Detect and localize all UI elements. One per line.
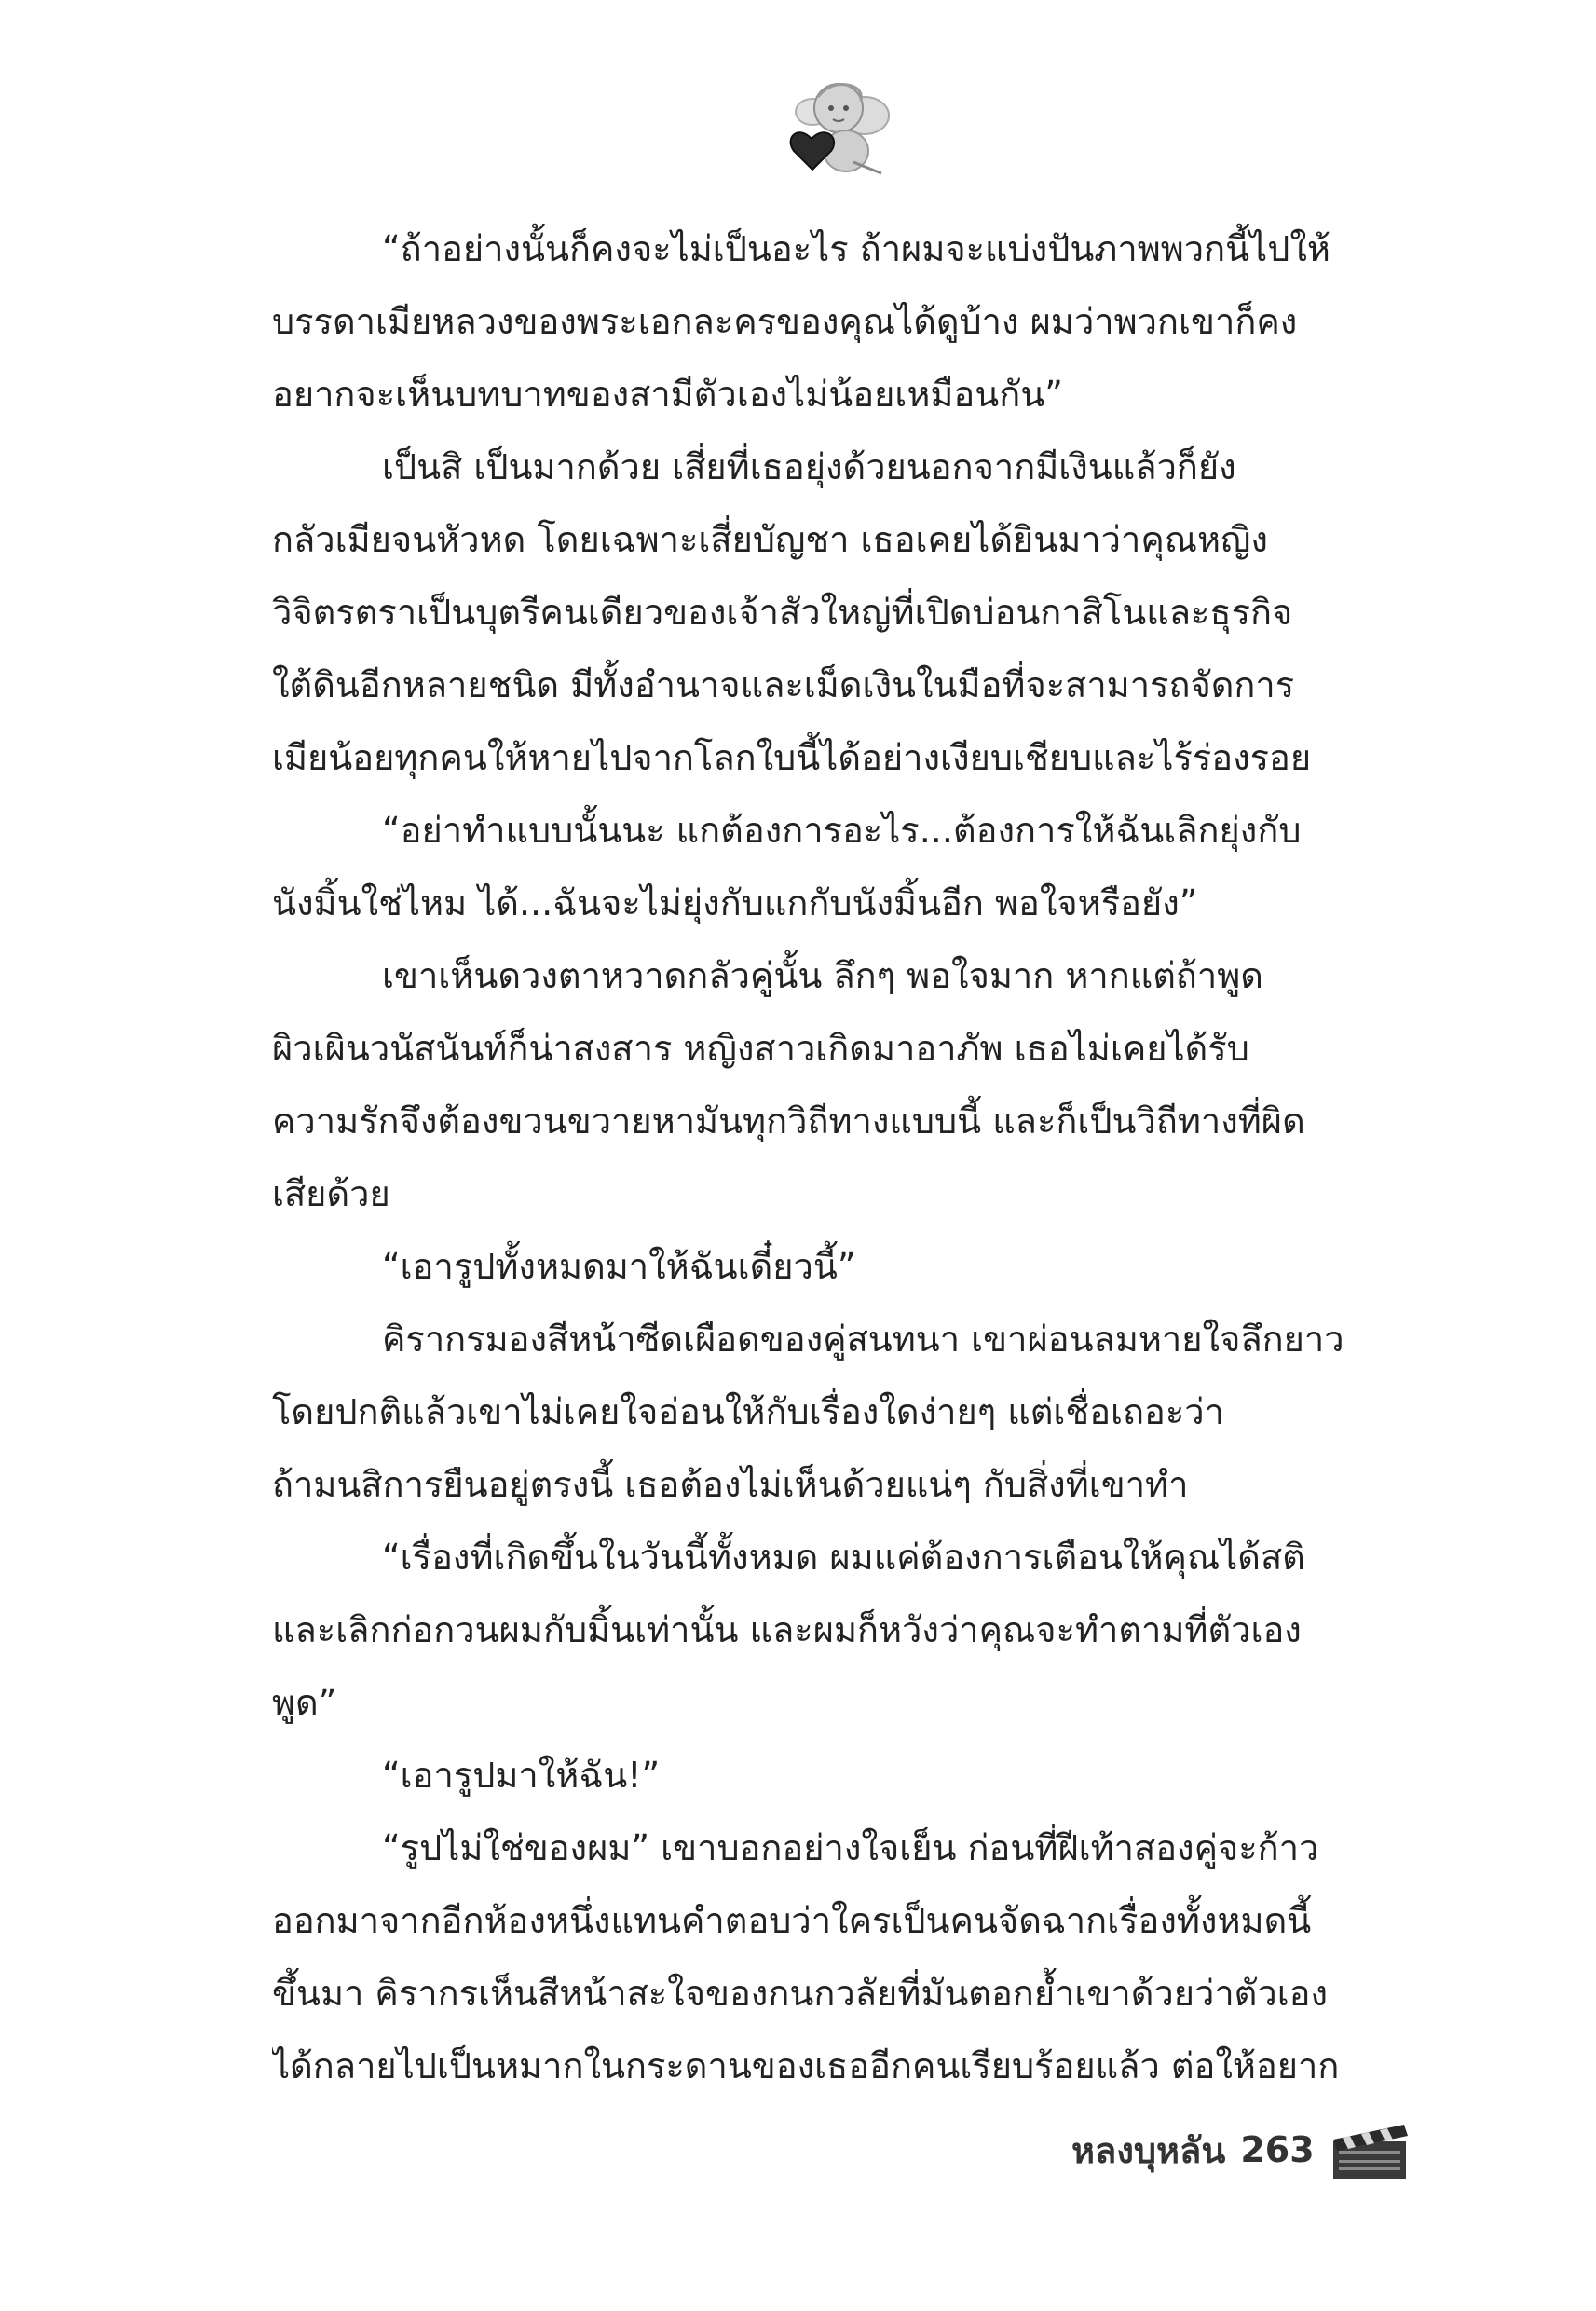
text-line: นังมิ้นใช่ไหม ได้...ฉันจะไม่ยุ่งกับแกกับนังมิ้นอีก พอใจหรือยัง” bbox=[272, 882, 1198, 923]
text-line: “เรื่องที่เกิดขึ้นในวันนี้ทั้งหมด ผมแค่ต้องการเตือนให้คุณได้สติ bbox=[382, 1537, 1305, 1578]
cupid-heart-icon bbox=[784, 73, 894, 181]
text-line: เขาเห็นดวงตาหวาดกลัวคู่นั้น ลึกๆ พอใจมาก หากแต่ถ้าพูด bbox=[382, 955, 1263, 996]
text-line: “ถ้าอย่างนั้นก็คงจะไม่เป็นอะไร ถ้าผมจะแบ่งปันภาพพวกนี้ไปให้ bbox=[382, 228, 1330, 269]
text-line: “รูปไม่ใช่ของผม” เขาบอกอย่างใจเย็น ก่อนที่ฝีเท้าสองคู่จะก้าว bbox=[382, 1827, 1319, 1868]
text-line: ได้กลายไปเป็นหมากในกระดานของเธออีกคนเรียบร้อยแล้ว ต่อให้อยาก bbox=[272, 2045, 1340, 2086]
text-line: วิจิตรตราเป็นบุตรีคนเดียวของเจ้าสัวใหญ่ที่เปิดบ่อนกาสิโนและธุรกิจ bbox=[272, 592, 1293, 633]
text-line: เสียด้วย bbox=[272, 1173, 390, 1214]
text-line: “เอารูปทั้งหมดมาให้ฉันเดี๋ยวนี้” bbox=[382, 1246, 856, 1287]
text-line: และเลิกก่อกวนผมกับมิ้นเท่านั้น และผมก็หวังว่าคุณจะทำตามที่ตัวเอง bbox=[272, 1609, 1302, 1650]
film-clapperboard-icon bbox=[1330, 2119, 1410, 2181]
text-line: เมียน้อยทุกคนให้หายไปจากโลกใบนี้ได้อย่างเงียบเชียบและไร้ร่องรอย bbox=[272, 737, 1312, 778]
text-line: พูด” bbox=[272, 1682, 337, 1723]
text-line: เป็นสิ เป็นมากด้วย เสี่ยที่เธอยุ่งด้วยนอกจากมีเงินแล้วก็ยัง bbox=[382, 446, 1236, 487]
text-line: “อย่าทำแบบนั้นนะ แกต้องการอะไร...ต้องการให้ฉันเลิกยุ่งกับ bbox=[382, 810, 1302, 851]
text-line: ผิวเผินวนัสนันท์ก็น่าสงสาร หญิงสาวเกิดมาอาภัพ เธอไม่เคยได้รับ bbox=[272, 1028, 1249, 1069]
page-number: 263 bbox=[1240, 2129, 1315, 2170]
page-footer bbox=[1071, 2117, 1410, 2182]
text-line: ความรักจึงต้องขวนขวายหามันทุกวิถีทางแบบนี้ และก็เป็นวิถีทางที่ผิด bbox=[272, 1101, 1305, 1142]
text-line: “เอารูปมาให้ฉัน!” bbox=[382, 1755, 661, 1796]
text-line: ออกมาจากอีกห้องหนึ่งแทนคำตอบว่าใครเป็นคนจัดฉากเรื่องทั้งหมดนี้ bbox=[272, 1900, 1312, 1941]
chapter-body-text bbox=[272, 212, 1411, 2102]
text-line: ถ้ามนสิการยืนอยู่ตรงนี้ เธอต้องไม่เห็นด้วยแน่ๆ กับสิ่งที่เขาทำ bbox=[272, 1464, 1189, 1505]
text-line: กลัวเมียจนหัวหด โดยเฉพาะเสี่ยบัญชา เธอเคยได้ยินมาว่าคุณหญิง bbox=[272, 519, 1268, 560]
text-line: ใต้ดินอีกหลายชนิด มีทั้งอำนาจและเม็ดเงินในมือที่จะสามารถจัดการ bbox=[272, 664, 1295, 705]
text-line: โดยปกติแล้วเขาไม่เคยใจอ่อนให้กับเรื่องใดง่ายๆ แต่เชื่อเถอะว่า bbox=[272, 1391, 1224, 1432]
text-line: อยากจะเห็นบทบาทของสามีตัวเองไม่น้อยเหมือนกัน” bbox=[272, 374, 1063, 415]
book-title: หลงบุหลัน bbox=[1071, 2129, 1226, 2171]
text-line: คิรากรมองสีหน้าซีดเผือดของคู่สนทนา เขาผ่อนลมหายใจลึกยาว bbox=[382, 1319, 1344, 1360]
text-line: บรรดาเมียหลวงของพระเอกละครของคุณได้ดูบ้าง ผมว่าพวกเขาก็คง bbox=[272, 301, 1298, 342]
text-line: ขึ้นมา คิรากรเห็นสีหน้าสะใจของกนกวลัยที่มันตอกย้ำเขาด้วยว่าตัวเอง bbox=[272, 1973, 1329, 2014]
